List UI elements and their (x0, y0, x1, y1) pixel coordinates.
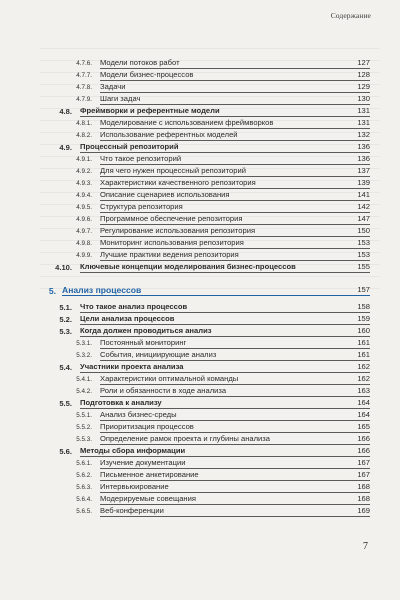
toc-entry (40, 313, 370, 325)
toc-number: 5.4.1. (76, 376, 92, 383)
toc-page: 142 (348, 202, 370, 214)
toc-page: 163 (348, 386, 370, 398)
toc-number: 4.9.7. (76, 228, 92, 235)
toc-title: Интервьюирование (100, 482, 348, 494)
toc-title: Изучение документации (100, 458, 348, 470)
toc-entry (40, 213, 370, 225)
toc-entry (40, 385, 370, 397)
toc-page: 161 (348, 338, 370, 350)
toc-entry (40, 409, 370, 421)
toc-entry (40, 201, 370, 213)
toc-title: Лучшие практики ведения репозитория (100, 250, 348, 262)
toc-number: 5.6.3. (76, 484, 92, 491)
toc-number: 5.5.2. (76, 424, 92, 431)
toc-entry (40, 129, 370, 141)
toc-entry (40, 81, 370, 93)
toc-page: 168 (348, 482, 370, 494)
toc-title: Модерируемые совещания (100, 494, 348, 506)
toc-number: 5.6.1. (76, 460, 92, 467)
toc-number: 5.1. (59, 303, 72, 312)
toc-page: 166 (348, 446, 370, 458)
toc-page: 153 (348, 238, 370, 250)
toc-entry (40, 153, 370, 165)
toc-title: Приоритизация процессов (100, 422, 348, 434)
toc-entry (40, 457, 370, 469)
toc-entry (40, 225, 370, 237)
toc-page: 141 (348, 190, 370, 202)
toc-title: Модели потоков работ (100, 58, 348, 70)
toc-number: 5. (48, 286, 56, 296)
toc-title: Структура репозитория (100, 202, 348, 214)
toc-entry (40, 57, 370, 69)
toc-entry (40, 433, 370, 445)
toc-page: 136 (348, 142, 370, 154)
toc-number: 5.6. (59, 447, 72, 456)
toc-number: 4.9.6. (76, 216, 92, 223)
toc-entry (40, 505, 370, 517)
toc-entry (40, 189, 370, 201)
toc-title: Что такое анализ процессов (80, 302, 348, 314)
toc-entry (40, 177, 370, 189)
toc-number: 4.9.5. (76, 204, 92, 211)
toc-page: 153 (348, 250, 370, 262)
toc-number: 5.4.2. (76, 388, 92, 395)
toc-page: 137 (348, 166, 370, 178)
toc-entry (40, 141, 370, 153)
toc-page: 161 (348, 350, 370, 362)
toc-title: Процессный репозиторий (80, 142, 348, 154)
toc-number: 5.4. (59, 363, 72, 372)
toc-title: Что такое репозиторий (100, 154, 348, 166)
toc-page: 131 (348, 106, 370, 118)
toc-entry (40, 249, 370, 261)
toc-page: 136 (348, 154, 370, 166)
toc-number: 5.3.2. (76, 352, 92, 359)
toc-entry (40, 361, 370, 373)
toc-number: 4.7.6. (76, 60, 92, 67)
toc-title: Цели анализа процессов (80, 314, 348, 326)
toc-title: Шаги задач (100, 94, 348, 106)
toc-chapter (40, 283, 370, 296)
toc-number: 4.9.8. (76, 240, 92, 247)
toc-entry (40, 325, 370, 337)
toc-entry (40, 337, 370, 349)
toc-page: 155 (348, 262, 370, 274)
toc-title: Программное обеспечение репозитория (100, 214, 348, 226)
toc-page: 131 (348, 118, 370, 130)
toc-number: 4.9.4. (76, 192, 92, 199)
toc-page: 164 (348, 398, 370, 410)
toc-page: 129 (348, 82, 370, 94)
toc-page: 139 (348, 178, 370, 190)
toc-entry (40, 469, 370, 481)
toc-number: 5.6.4. (76, 496, 92, 503)
toc-page: 160 (348, 326, 370, 338)
toc-entry (40, 165, 370, 177)
toc-title: Участники проекта анализа (80, 362, 348, 374)
toc-title: Задачи (100, 82, 348, 94)
toc-title: Методы сбора информации (80, 446, 348, 458)
toc-page: 167 (348, 470, 370, 482)
toc-page: 132 (348, 130, 370, 142)
toc-entry (40, 397, 370, 409)
toc-number: 5.5. (59, 399, 72, 408)
toc-entry (40, 261, 370, 273)
toc-page: 169 (348, 506, 370, 518)
page-number: 7 (363, 541, 368, 552)
toc-number: 5.2. (59, 315, 72, 324)
toc-title: Для чего нужен процессный репозиторий (100, 166, 348, 178)
toc-page: 158 (348, 302, 370, 314)
toc-title: Использование референтных моделей (100, 130, 348, 142)
toc-title: Ключевые концепции моделирования бизнес-процессов (80, 262, 348, 274)
toc-number: 4.9.2. (76, 168, 92, 175)
toc-entry (40, 421, 370, 433)
toc-page: 165 (348, 422, 370, 434)
toc-number: 4.9.9. (76, 252, 92, 259)
toc-title: Регулирование использования репозитория (100, 226, 348, 238)
toc-title: Мониторинг использования репозитория (100, 238, 348, 250)
toc-page: 166 (348, 434, 370, 446)
toc-number: 4.8.2. (76, 132, 92, 139)
toc-title: Модели бизнес-процессов (100, 70, 348, 82)
toc-title: Когда должен проводиться анализ (80, 326, 348, 338)
running-head: Содержание (330, 11, 371, 20)
toc-title: Фреймворки и референтные модели (80, 106, 348, 118)
toc-page: 150 (348, 226, 370, 238)
toc-entry (40, 69, 370, 81)
toc-number: 4.7.9. (76, 96, 92, 103)
toc-number: 4.7.7. (76, 72, 92, 79)
toc-title: Анализ процессов (62, 285, 348, 297)
toc-page: 127 (348, 58, 370, 70)
toc-page: 162 (348, 374, 370, 386)
toc-entry (40, 237, 370, 249)
toc-title: Роли и обязанности в ходе анализа (100, 386, 348, 398)
toc-page: 164 (348, 410, 370, 422)
toc-number: 5.6.2. (76, 472, 92, 479)
toc-entry (40, 301, 370, 313)
toc-entry (40, 373, 370, 385)
toc-entry (40, 93, 370, 105)
toc-number: 5.5.3. (76, 436, 92, 443)
toc-title: Моделирование с использованием фреймворков (100, 118, 348, 130)
toc-number: 5.3.1. (76, 340, 92, 347)
toc-title: События, инициирующие анализ (100, 350, 348, 362)
toc-title: Характеристики качественного репозитория (100, 178, 348, 190)
toc-page: 168 (348, 494, 370, 506)
toc-entry (40, 445, 370, 457)
toc-title: Веб-конференции (100, 506, 348, 518)
toc-page: 157 (348, 285, 370, 297)
toc-entry (40, 481, 370, 493)
toc-entry (40, 493, 370, 505)
toc-number: 5.6.5. (76, 508, 92, 515)
toc-entry (40, 105, 370, 117)
toc-entry (40, 349, 370, 361)
toc-number: 4.9. (59, 143, 72, 152)
toc-number: 4.9.1. (76, 156, 92, 163)
toc-page: 159 (348, 314, 370, 326)
toc-page: 162 (348, 362, 370, 374)
toc-number: 4.7.8. (76, 84, 92, 91)
toc-title: Определение рамок проекта и глубины анализа (100, 434, 348, 446)
toc-number: 4.10. (55, 263, 72, 272)
toc-title: Постоянный мониторинг (100, 338, 348, 350)
toc-title: Описание сценариев использования (100, 190, 348, 202)
toc-page: 167 (348, 458, 370, 470)
toc-number: 4.8. (59, 107, 72, 116)
toc-page: 128 (348, 70, 370, 82)
toc-page: 147 (348, 214, 370, 226)
toc-number: 4.8.1. (76, 120, 92, 127)
toc-page: 130 (348, 94, 370, 106)
toc-entry (40, 117, 370, 129)
toc-number: 5.5.1. (76, 412, 92, 419)
toc-title: Письменное анкетирование (100, 470, 348, 482)
toc-title: Характеристики оптимальной команды (100, 374, 348, 386)
toc-number: 4.9.3. (76, 180, 92, 187)
toc-number: 5.3. (59, 327, 72, 336)
toc-title: Подготовка к анализу (80, 398, 348, 410)
toc-title: Анализ бизнес-среды (100, 410, 348, 422)
